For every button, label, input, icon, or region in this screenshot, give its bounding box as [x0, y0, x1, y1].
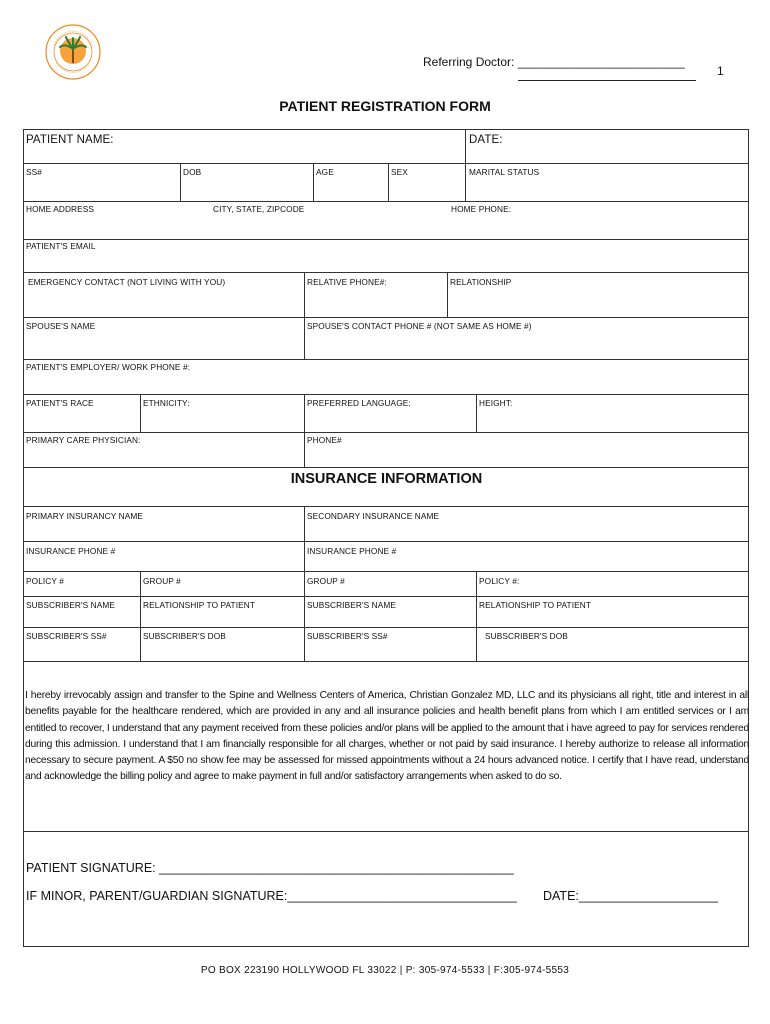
- height-label: HEIGHT:: [479, 398, 513, 408]
- home-address-label: HOME ADDRESS: [26, 204, 95, 214]
- race-label: PATIENT'S RACE: [26, 398, 94, 408]
- ssn-label: SS#: [26, 167, 42, 177]
- page-number: 1: [717, 64, 724, 78]
- secondary-group-label: GROUP #: [307, 576, 345, 586]
- guardian-signature-line[interactable]: IF MINOR, PARENT/GUARDIAN SIGNATURE:_________________________________: [26, 889, 517, 903]
- city-state-zip-label: CITY, STATE, ZIPCODE: [213, 204, 305, 214]
- primary-insurance-name-label: PRIMARY INSURANCY NAME: [26, 511, 143, 521]
- patient-email-label: PATIENT'S EMAIL: [26, 241, 96, 251]
- spouse-name-label: SPOUSE'S NAME: [26, 321, 96, 331]
- secondary-subscriber-name-label: SUBSCRIBER'S NAME: [307, 600, 397, 610]
- signature-date-line[interactable]: DATE:____________________: [543, 889, 718, 903]
- date-label: DATE:: [469, 134, 503, 146]
- emergency-contact-label: EMERGENCY CONTACT (NOT LIVING WITH YOU): [28, 277, 226, 287]
- primary-group-label: GROUP #: [143, 576, 181, 586]
- primary-care-physician-label: PRIMARY CARE PHYSICIAN:: [26, 435, 141, 445]
- secondary-insurance-phone-label: INSURANCE PHONE #: [307, 546, 397, 556]
- dob-label: DOB: [183, 167, 202, 177]
- secondary-relationship-label: RELATIONSHIP TO PATIENT: [479, 600, 592, 610]
- patient-name-label: PATIENT NAME:: [26, 134, 114, 146]
- referring-doctor-line: [518, 80, 696, 81]
- secondary-subscriber-dob-label: SUBSCRIBER'S DOB: [485, 631, 568, 641]
- secondary-subscriber-ss-label: SUBSCRIBER'S SS#: [307, 631, 388, 641]
- home-phone-label: HOME PHONE:: [451, 204, 512, 214]
- primary-relationship-label: RELATIONSHIP TO PATIENT: [143, 600, 256, 610]
- referring-doctor-label: Referring Doctor: _________________________: [423, 55, 685, 69]
- patient-signature-line[interactable]: PATIENT SIGNATURE: ___________________________________________________: [26, 861, 514, 875]
- relationship-label: RELATIONSHIP: [450, 277, 512, 287]
- secondary-insurance-name-label: SECONDARY INSURANCE NAME: [307, 511, 440, 521]
- primary-subscriber-dob-label: SUBSCRIBER'S DOB: [143, 631, 226, 641]
- relative-phone-label: RELATIVE PHONE#:: [307, 277, 387, 287]
- spine-wellness-logo: [44, 23, 102, 81]
- primary-policy-label: POLICY #: [26, 576, 65, 586]
- spouse-phone-label: SPOUSE'S CONTACT PHONE # (NOT SAME AS HOME #): [307, 321, 532, 331]
- primary-subscriber-ss-label: SUBSCRIBER'S SS#: [26, 631, 107, 641]
- age-label: AGE: [316, 167, 334, 177]
- employer-label: PATIENT'S EMPLOYER/ WORK PHONE #:: [26, 362, 191, 372]
- primary-insurance-phone-label: INSURANCE PHONE #: [26, 546, 116, 556]
- marital-status-label: MARITAL STATUS: [469, 167, 540, 177]
- primary-subscriber-name-label: SUBSCRIBER'S NAME: [26, 600, 116, 610]
- assignment-of-benefits-text: I hereby irrevocably assign and transfer to the Spine and Wellness Centers of America, Christian Gonzalez MD, LLC and its physicians all right, title and interest in all benefits payable for the healthcare rendered, which are provided in any and all insurance policies and health benefit plans from which I am entitled services or I am entitled to recover, I understand that any payment received from these policies and/or plans will be applied to the amount that i have agreed to pay for services rendered during this admission. I understand that I am financially responsible for all charges, whether or not paid by said insurance. I hereby authorize to release all information necessary to secure payment. A $50 no show fee may be assessed for missed appointments without a 24 hours advanced notice. I certify that I have read, understand and acknowledge the billing policy and agree to make payment in full and/or satisfactory arrangements when asked to do so.: [25, 690, 749, 783]
- secondary-policy-label: POLICY #:: [479, 576, 520, 586]
- insurance-section-title: INSURANCE INFORMATION: [290, 471, 483, 487]
- sex-label: SEX: [391, 167, 408, 177]
- pcp-phone-label: PHONE#: [307, 435, 342, 445]
- preferred-language-label: PREFERRED LANGUAGE:: [307, 398, 411, 408]
- footer-contact: PO BOX 223190 HOLLYWOOD FL 33022 | P: 305-974-5533 | F:305-974-5553: [200, 965, 570, 976]
- form-title: PATIENT REGISTRATION FORM: [279, 98, 491, 114]
- ethnicity-label: ETHNICITY:: [143, 398, 190, 408]
